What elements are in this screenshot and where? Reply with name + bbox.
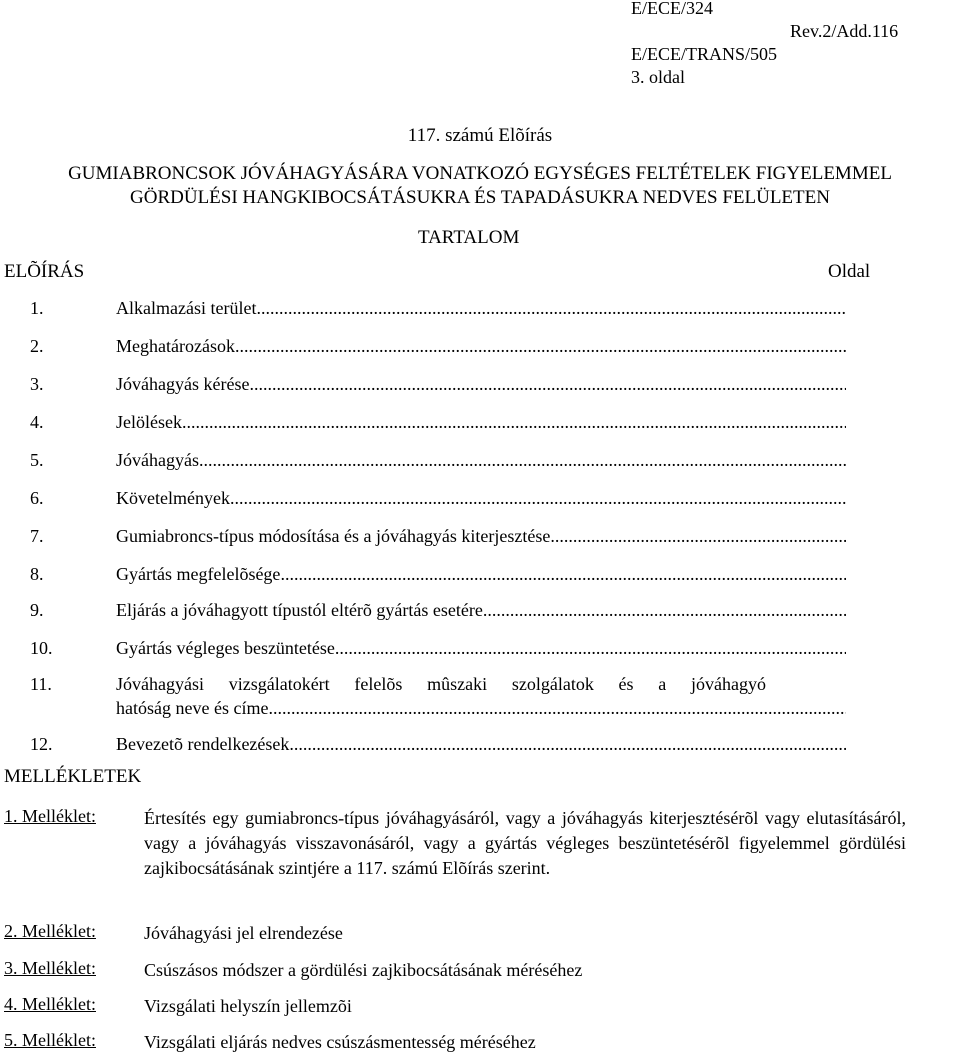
- toc-item-number: 6.: [30, 488, 44, 508]
- toc-item-text: Követelmények: [116, 488, 230, 508]
- toc-item-text-line-1: Jóváhagyási vizsgálatokért felelõs mûszaki szolgálatok és a jóváhagyó: [116, 674, 766, 694]
- toc-item[interactable]: [0, 336, 960, 360]
- annex-label[interactable]: 5. Melléklet:: [4, 1030, 96, 1050]
- toc-item-line: [116, 734, 846, 755]
- toc-item[interactable]: [0, 526, 960, 550]
- annex-description: Vizsgálati helyszín jellemzõi: [144, 996, 352, 1016]
- toc-item-line: [116, 412, 846, 433]
- doc-code-2: E/ECE/TRANS/505: [631, 44, 778, 64]
- toc-item[interactable]: [0, 374, 960, 398]
- toc-item-number: 9.: [30, 600, 44, 620]
- toc-leader-dots: [550, 526, 846, 547]
- toc-item[interactable]: [0, 488, 960, 512]
- toc-item-line: [116, 698, 846, 719]
- annex-label[interactable]: 4. Melléklet:: [4, 994, 96, 1014]
- annex-description: Vizsgálati eljárás nedves csúszásmentesség méréséhez: [144, 1032, 536, 1052]
- toc-item-text-line-2: hatóság neve és címe: [116, 698, 269, 718]
- toc-item-continuation: [0, 698, 960, 722]
- toc-item-line: [116, 298, 846, 319]
- toc-item-text: Jóváhagyás kérése: [116, 374, 250, 394]
- toc-item-line: [116, 526, 846, 547]
- toc-item-number: 5.: [30, 450, 44, 470]
- toc-item[interactable]: [0, 450, 960, 474]
- toc-leader-dots: [182, 412, 846, 433]
- annex-heading: MELLÉKLETEK: [4, 766, 142, 787]
- annex-description: Jóváhagyási jel elrendezése: [144, 923, 343, 943]
- annex-description: Csúszásos módszer a gördülési zajkibocsátásának méréséhez: [144, 960, 583, 980]
- toc-item[interactable]: [0, 674, 960, 698]
- toc-item-number: 3.: [30, 374, 44, 394]
- toc-item-number: 2.: [30, 336, 44, 356]
- toc-leader-dots: [280, 564, 846, 585]
- toc-item-number: 4.: [30, 412, 44, 432]
- toc-item-text: Bevezetõ rendelkezések: [116, 734, 290, 754]
- toc-item-line: [116, 600, 846, 621]
- toc-item[interactable]: [0, 564, 960, 588]
- page-label: 3. oldal: [631, 67, 685, 87]
- toc-item-line: [116, 374, 846, 395]
- doc-code-1: E/ECE/324: [631, 0, 713, 18]
- toc-item-number: 11.: [30, 674, 52, 694]
- toc-leader-dots: [335, 638, 846, 659]
- toc-item-text: Jelölések: [116, 412, 182, 432]
- toc-item-text: Alkalmazási terület: [116, 298, 257, 318]
- toc-item-line: [116, 564, 846, 585]
- toc-item-line: [116, 638, 846, 659]
- toc-leader-dots: [289, 734, 846, 755]
- toc-item[interactable]: [0, 638, 960, 662]
- toc-leader-dots: [268, 698, 846, 719]
- toc-right-header: Oldal: [828, 261, 871, 282]
- toc-item-text: Eljárás a jóváhagyott típustól eltérõ gyártás esetére: [116, 600, 483, 620]
- toc-item-text: Gyártás megfelelõsége: [116, 564, 281, 584]
- toc-item[interactable]: [0, 298, 960, 322]
- toc-leader-dots: [235, 336, 846, 357]
- toc-item-text: Gyártás végleges beszüntetése: [116, 638, 335, 658]
- toc-item-text: Gumiabroncs-típus módosítása és a jóváhagyás kiterjesztése: [116, 526, 551, 546]
- toc-left-header: ELÕÍRÁS: [4, 261, 85, 282]
- regulation-number: 117. számú Elõírás: [407, 125, 553, 146]
- revision-label: Rev.2/Add.116: [790, 21, 899, 41]
- toc-item[interactable]: [0, 734, 960, 758]
- toc-item-text: Jóváhagyás: [116, 450, 199, 470]
- toc-item-number: 7.: [30, 526, 44, 546]
- toc-item-line: [116, 450, 846, 471]
- toc-item-number: 8.: [30, 564, 44, 584]
- toc-leader-dots: [256, 298, 846, 319]
- toc-item-line: [116, 488, 846, 509]
- toc-item-number: 10.: [30, 638, 53, 658]
- toc-leader-dots: [230, 488, 846, 509]
- toc-heading: TARTALOM: [418, 227, 520, 248]
- annex-label[interactable]: 1. Melléklet:: [4, 806, 96, 826]
- toc-leader-dots: [199, 450, 846, 471]
- annex-label[interactable]: 3. Melléklet:: [4, 958, 96, 978]
- annex-label[interactable]: 2. Melléklet:: [4, 921, 96, 941]
- toc-leader-dots: [249, 374, 846, 395]
- toc-item-line: [116, 336, 846, 357]
- toc-leader-dots: [483, 600, 846, 621]
- main-title-line-2: GÖRDÜLÉSI HANGKIBOCSÁTÁSUKRA ÉS TAPADÁSUKRA NEDVES FELÜLETEN: [130, 187, 830, 208]
- toc-item-number: 1.: [30, 298, 44, 318]
- toc-item-text: Meghatározások: [116, 336, 235, 356]
- main-title-line-1: GUMIABRONCSOK JÓVÁHAGYÁSÁRA VONATKOZÓ EGYSÉGES FELTÉTELEK FIGYELEMMEL: [68, 163, 892, 184]
- toc-item[interactable]: [0, 412, 960, 436]
- toc-item[interactable]: [0, 600, 960, 624]
- toc-item-number: 12.: [30, 734, 53, 754]
- annex-description: Értesítés egy gumiabroncs-típus jóváhagyásáról, vagy a jóváhagyás kiterjesztésérõl vagy elutasításáról, vagy a jóváhagyás visszavonásáról, vagy a gyártás végleges beszüntetésérõl figyelemmel gördülési zajkibocsátásának szintjére a 117. számú Elõírás szerint.: [144, 808, 906, 878]
